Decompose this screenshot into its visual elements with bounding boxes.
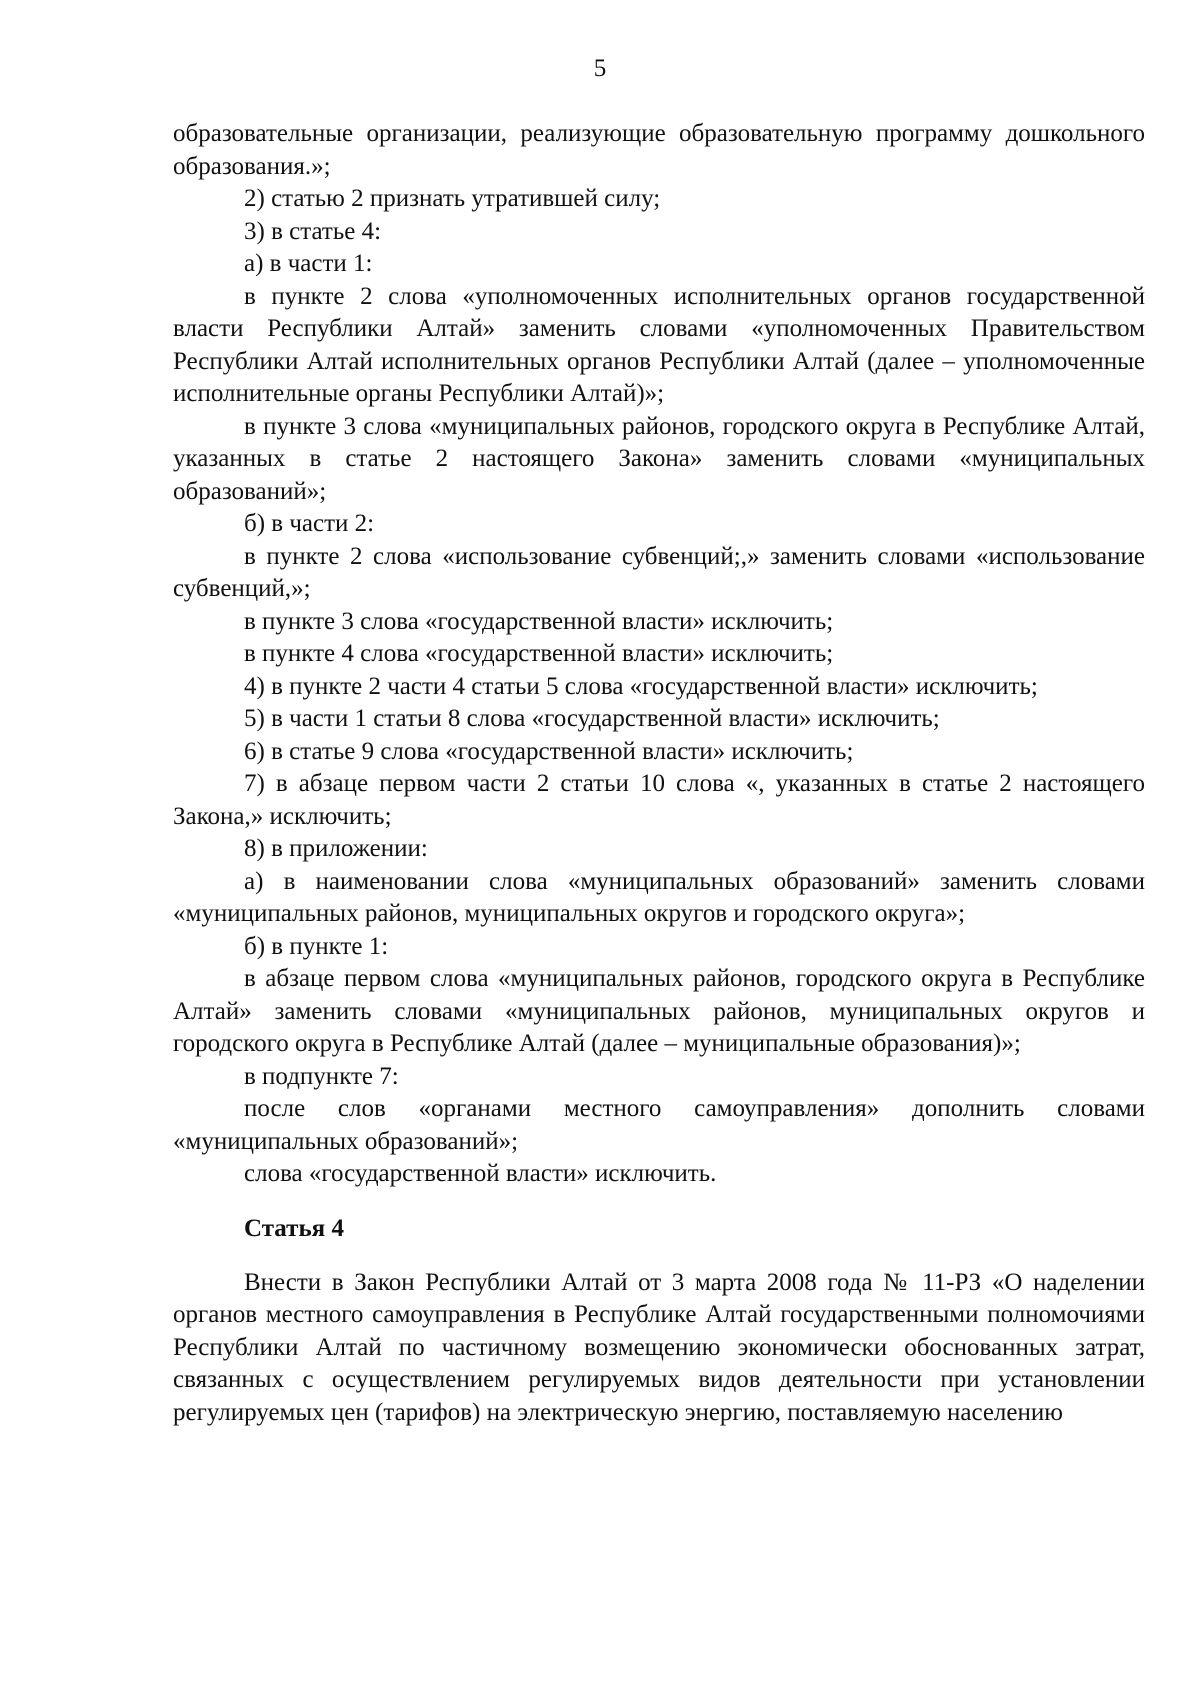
paragraph: в пункте 3 слова «государственной власти» исключить;: [244, 607, 834, 635]
paragraph: 4) в пункте 2 части 4 статьи 5 слова «государственной власти» исключить;: [244, 672, 1038, 700]
document-body: [173, 118, 1145, 1429]
paragraph: 3) в статье 4:: [244, 217, 382, 245]
paragraph: в пункте 3 слова «муниципальных районов, городского округа в Республике Алтай, указанных в статье 2 настоящего Закона» заменить словами «муниципальных образований»;: [173, 412, 1145, 505]
paragraph: 8) в приложении:: [244, 835, 428, 862]
paragraph: б) в пункте 1:: [244, 932, 389, 960]
paragraph: 7) в абзаце первом части 2 статьи 10 слова «, указанных в статье 2 настоящего Закона,» исключить;: [173, 770, 1145, 830]
paragraph: в подпункте 7:: [244, 1062, 399, 1090]
paragraph: после слов «органами местного самоуправления» дополнить словами «муниципальных образований»;: [173, 1095, 1145, 1155]
article-heading: Статья 4: [244, 1214, 344, 1242]
paragraph: б) в части 2:: [244, 510, 375, 537]
page-number: 5: [593, 55, 607, 82]
amendment-list: [173, 118, 1145, 1191]
paragraph: 2) статью 2 признать утратившей силу;: [244, 185, 661, 212]
paragraph: в пункте 2 слова «уполномоченных исполнительных органов государственной власти Республики Алтай» заменить словами «уполномоченных Правительством Республики Алтай исполнительных органов Республики Алтай (далее – уполномоченные исполнительные органы Республики Алтай)»;: [173, 282, 1145, 407]
article-body: [173, 1267, 1145, 1430]
paragraph: 5) в части 1 статьи 8 слова «государственной власти» исключить;: [244, 705, 940, 732]
paragraph: в пункте 4 слова «государственной власти» исключить;: [244, 640, 834, 667]
paragraph: образовательные организации, реализующие образовательную программу дошкольного образования.»;: [173, 120, 1145, 180]
paragraph: 6) в статье 9 слова «государственной власти» исключить;: [244, 737, 854, 765]
paragraph: а) в наименовании слова «муниципальных образований» заменить словами «муниципальных районов, муниципальных округов и городского округа»;: [173, 867, 1145, 927]
paragraph: в абзаце первом слова «муниципальных районов, городского округа в Республике Алтай» заменить словами «муниципальных районов, муниципальных округов и городского округа в Республике Алтай (далее – муниципальные образования)»;: [173, 965, 1145, 1057]
paragraph: Внести в Закон Республики Алтай от 3 марта 2008 года № 11-РЗ «О наделении органов местного самоуправления в Республике Алтай государственными полномочиями Республики Алтай по частичному возмещению экономически обоснованных затрат, связанных с осуществлением регулируемых видов деятельности при установлении регулируемых цен (тарифов) на электрическую энергию, поставляемую населению: [173, 1268, 1145, 1426]
paragraph: слова «государственной власти» исключить.: [244, 1160, 717, 1187]
paragraph: в пункте 2 слова «использование субвенций;,» заменить словами «использование субвенций,»;: [173, 542, 1145, 602]
paragraph: а) в части 1:: [244, 250, 373, 277]
